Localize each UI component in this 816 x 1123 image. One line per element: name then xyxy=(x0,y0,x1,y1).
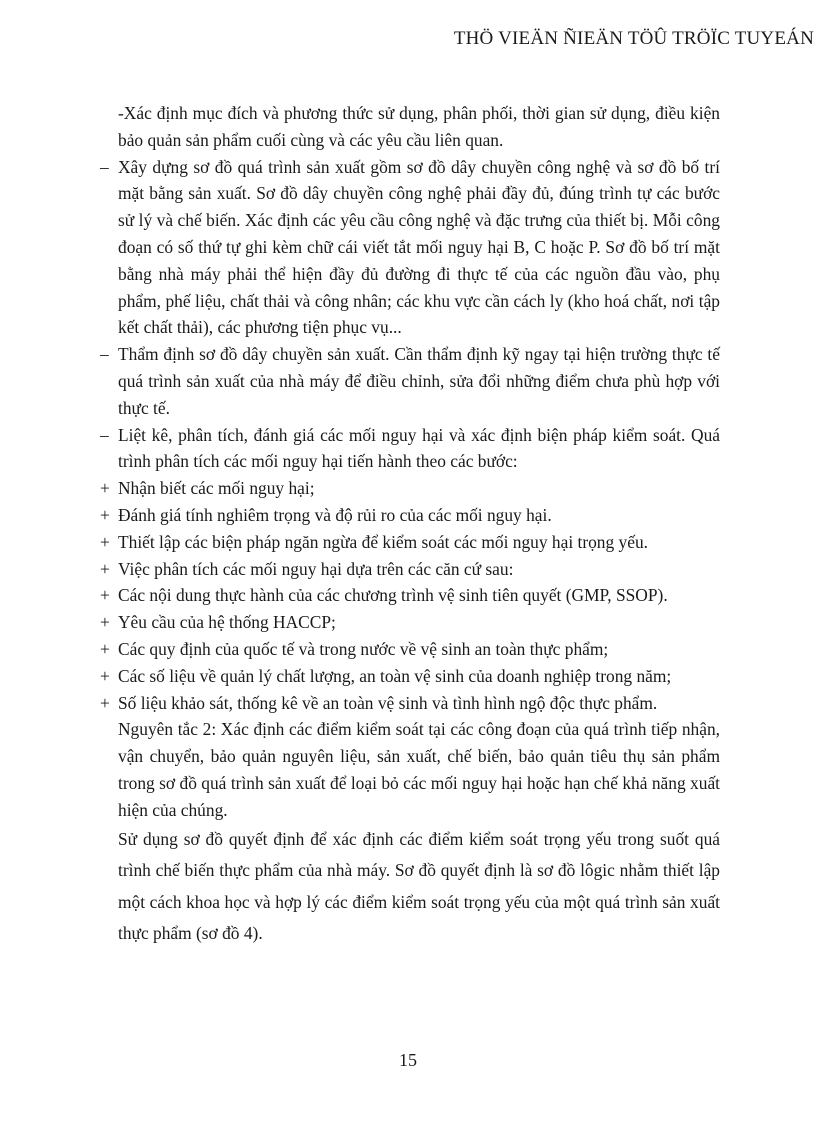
plus-bullet: + xyxy=(100,558,110,579)
plus-list-item xyxy=(100,529,720,556)
list-item-text: Thiết lập các biện pháp ngăn ngừa để kiểm soát các mối nguy hại trọng yếu. xyxy=(118,531,649,552)
list-item-text: Việc phân tích các mối nguy hại dựa trên các căn cứ sau: xyxy=(118,558,514,579)
list-item-text: Yêu cầu của hệ thống HACCP; xyxy=(118,612,336,633)
intro-paragraph: -Xác định mục đích và phương thức sử dụng, phân phối, thời gian sử dụng, điều kiện bảo quản sản phẩm cuối cùng và các yêu cầu liên quan. xyxy=(118,103,720,150)
plus-list-item xyxy=(100,663,720,690)
plus-bullet: + xyxy=(100,478,110,499)
plus-bullet: + xyxy=(100,638,110,659)
plus-list-item xyxy=(100,475,720,502)
list-item-text: Xây dựng sơ đồ quá trình sản xuất gồm sơ đồ dây chuyền công nghệ và sơ đồ bố trí mặt bằng sản xuất. Sơ đồ dây chuyền công nghệ phải đầy đủ, đúng trình tự các bước sử lý và chế biến. Xác định các yêu cầu công nghệ và đặc trưng của thiết bị. Mỗi công đoạn có số thứ tự ghi kèm chữ cái viết tắt mối nguy hại B, C hoặc P. Sơ đồ bố trí mặt bằng nhà máy phải thể hiện đầy đủ đường đi thực tế của các nguồn đầu vào, phụ phẩm, phế liệu, chất thải và công nhân; các khu vực cần cách ly (kho hoá chất, nơi tập kết chất thải), các phương tiện phục vụ... xyxy=(118,156,720,338)
dash-bullet: – xyxy=(100,424,109,445)
plus-bullet: + xyxy=(100,504,110,525)
plus-list-item xyxy=(100,636,720,663)
list-item-text: Số liệu khảo sát, thống kê về an toàn vệ sinh và tình hình ngộ độc thực phẩm. xyxy=(118,692,658,713)
plus-list-item xyxy=(100,609,720,636)
list-item-text: Các nội dung thực hành của các chương trình vệ sinh tiên quyết (GMP, SSOP). xyxy=(118,585,668,606)
decision-tree-paragraph: Sử dụng sơ đồ quyết định để xác định các điểm kiểm soát trọng yếu trong suốt quá trình chế biến thực phẩm của nhà máy. Sơ đồ quyết định là sơ đồ lôgic nhằm thiết lập một cách khoa học và hợp lý các điểm kiểm soát trọng yếu của một quá trình sản xuất thực phẩm (sơ đồ 4). xyxy=(118,828,720,944)
page-number: 15 xyxy=(399,1050,417,1070)
running-header: THÖ VIEÄN ÑIEÄN TÖÛ TRÖÏC TUYEÁN xyxy=(453,28,814,49)
plus-bullet: + xyxy=(100,665,110,686)
dash-list-item xyxy=(100,154,720,342)
list-item-text: Nhận biết các mối nguy hại; xyxy=(118,478,315,499)
plus-bullet: + xyxy=(100,692,110,713)
dash-list-item xyxy=(100,422,720,476)
dash-bullet: – xyxy=(100,344,109,365)
list-item-text: Các quy định của quốc tế và trong nước về vệ sinh an toàn thực phẩm; xyxy=(118,638,609,659)
list-item-text: Các số liệu về quản lý chất lượng, an toàn vệ sinh của doanh nghiệp trong năm; xyxy=(118,665,672,686)
principle-2-paragraph: Nguyên tắc 2: Xác định các điểm kiểm soát tại các công đoạn của quá trình tiếp nhận, vận chuyển, bảo quản nguyên liệu, sản xuất, chế biến, bảo quản tiêu thụ sản phẩm trong sơ đồ quá trình sản xuất để loại bỏ các mối nguy hại hoặc hạn chế khả năng xuất hiện của chúng. xyxy=(118,719,720,820)
list-item-text: Thẩm định sơ đồ dây chuyền sản xuất. Cần thẩm định kỹ ngay tại hiện trường thực tế quá trình sản xuất của nhà máy để điều chỉnh, sửa đổi những điểm chưa phù hợp với thực tế. xyxy=(118,344,720,418)
plus-list-item xyxy=(100,502,720,529)
plus-bullet: + xyxy=(100,612,110,633)
plus-list-item xyxy=(100,556,720,583)
dash-bullet: – xyxy=(100,156,109,177)
plus-list-item xyxy=(100,582,720,609)
list-item-text: Đánh giá tính nghiêm trọng và độ rủi ro của các mối nguy hại. xyxy=(118,504,552,525)
plus-bullet: + xyxy=(100,531,110,552)
plus-bullet: + xyxy=(100,585,110,606)
page-body xyxy=(100,100,720,950)
plus-list-item xyxy=(100,690,720,717)
dash-list-item xyxy=(100,341,720,421)
list-item-text: Liệt kê, phân tích, đánh giá các mối nguy hại và xác định biện pháp kiểm soát. Quá trình phân tích các mối nguy hại tiến hành theo các bước: xyxy=(118,424,720,472)
